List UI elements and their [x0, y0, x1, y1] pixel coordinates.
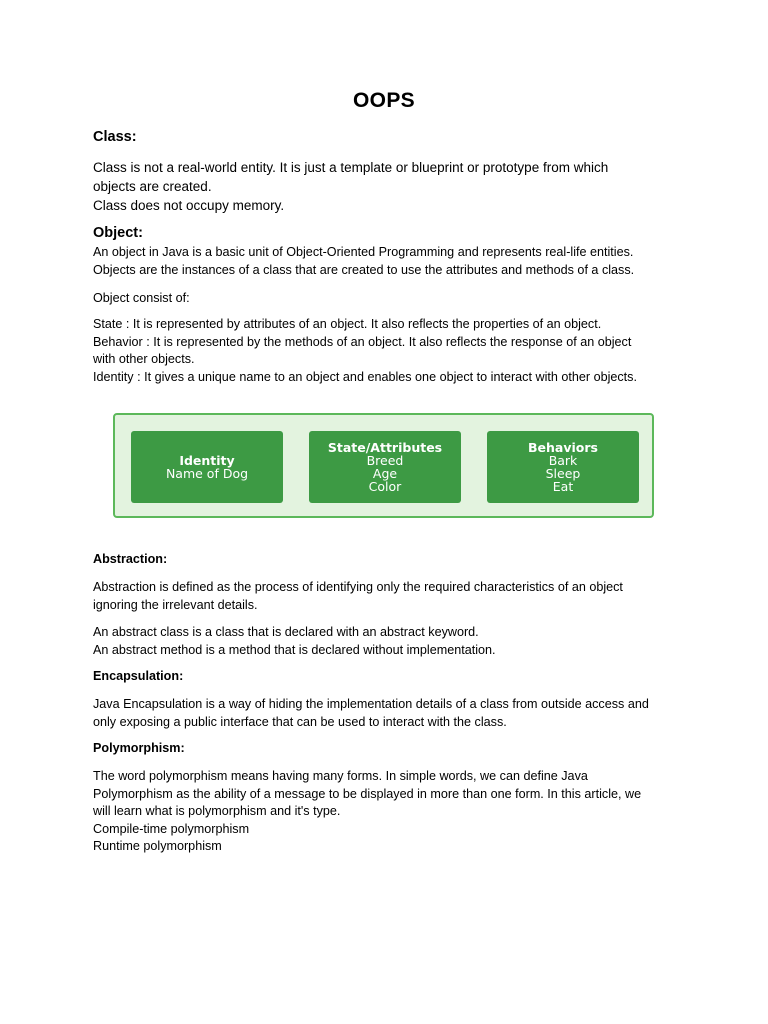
class-line-1: Class is not a real-world entity. It is just a template or blueprint or prototype from which [93, 160, 609, 175]
class-line-3: Class does not occupy memory. [93, 198, 285, 213]
state-text: State : It is represented by attributes of an object. It also reflects the properties of an object. [93, 317, 602, 331]
polymorphism-paragraph [93, 768, 673, 856]
behaviors-box [487, 431, 639, 503]
identity-box-title: Identity [179, 453, 235, 468]
encapsulation-line-1: Java Encapsulation is a way of hiding the implementation details of a class from outside access and [93, 697, 649, 711]
object-diagram [113, 413, 654, 518]
object-properties-list [93, 316, 673, 386]
state-box-line: Breed [366, 453, 404, 468]
encapsulation-line-2: only exposing a public interface that can be used to interact with the class. [93, 714, 507, 729]
page-title: OOPS [353, 89, 415, 112]
identity-box-line: Name of Dog [165, 466, 249, 481]
encapsulation-paragraph [93, 696, 673, 731]
state-box-title: State/Attributes [327, 440, 443, 455]
identity-box [131, 431, 283, 503]
object-paragraph [93, 244, 673, 279]
object-consist-text: Object consist of: [93, 291, 190, 305]
behavior-text-1: Behavior : It is represented by the methods of an object. It also reflects the response of an object [93, 334, 632, 349]
compile-time-polymorphism: Compile-time polymorphism [93, 821, 250, 836]
behaviors-box-line: Bark [548, 453, 578, 468]
object-line-1: An object in Java is a basic unit of Object-Oriented Programming and represents real-life entities. [93, 245, 634, 259]
abstraction-heading: Abstraction: [93, 552, 168, 566]
behaviors-box-line: Sleep [545, 466, 581, 481]
polymorphism-line-3: will learn what is polymorphism and it's type. [93, 804, 341, 818]
object-heading: Object: [93, 225, 143, 241]
state-attributes-box [309, 431, 461, 503]
class-paragraph [93, 158, 673, 215]
behavior-text-2: with other objects. [93, 352, 195, 366]
abstraction-line-1: Abstraction is defined as the process of identifying only the required characteristics of an object [93, 580, 623, 594]
abstract-method-line: An abstract method is a method that is declared without implementation. [93, 642, 496, 657]
state-box-line: Age [372, 466, 398, 481]
polymorphism-line-2: Polymorphism as the ability of a message to be displayed in more than one form. In this article, we [93, 786, 642, 801]
class-heading: Class: [93, 129, 137, 145]
abstraction-paragraph-2 [93, 624, 673, 659]
polymorphism-heading: Polymorphism: [93, 741, 185, 755]
state-box-line: Color [368, 479, 402, 494]
identity-text: Identity : It gives a unique name to an object and enables one object to interact with other objects. [93, 369, 637, 384]
object-line-2: Objects are the instances of a class that are created to use the attributes and methods of a class. [93, 262, 635, 277]
encapsulation-heading: Encapsulation: [93, 669, 184, 683]
abstraction-line-2: ignoring the irrelevant details. [93, 597, 258, 612]
class-line-2: objects are created. [93, 179, 212, 194]
abstraction-paragraph-1 [93, 579, 673, 614]
behaviors-box-title: Behaviors [528, 440, 598, 455]
behaviors-box-line: Eat [552, 479, 574, 494]
abstract-class-line: An abstract class is a class that is declared with an abstract keyword. [93, 625, 479, 639]
polymorphism-line-1: The word polymorphism means having many forms. In simple words, we can define Java [93, 769, 588, 783]
runtime-polymorphism: Runtime polymorphism [93, 839, 222, 853]
